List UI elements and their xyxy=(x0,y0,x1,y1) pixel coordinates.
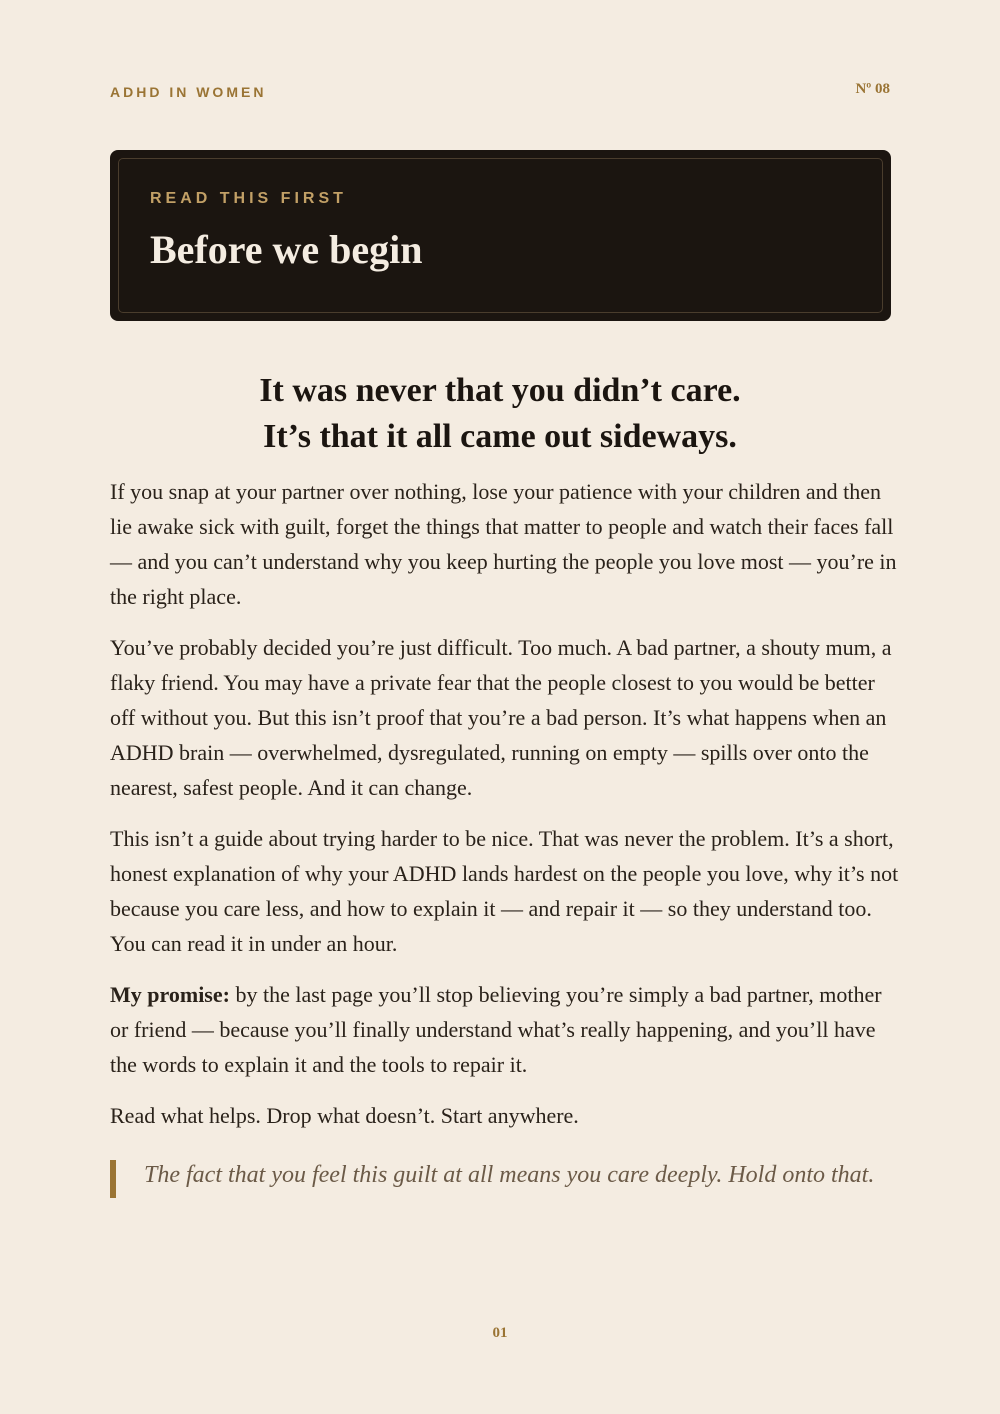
intro-title: Before we begin xyxy=(150,227,423,272)
headline-line-2: It’s that it all came out sideways. xyxy=(263,418,737,455)
promise-label: My promise: xyxy=(110,982,230,1007)
pullquote: The fact that you feel this guilt at all means you care deeply. Hold onto that. xyxy=(110,1160,890,1198)
series-title: ADHD IN WOMEN xyxy=(110,84,267,100)
paragraph-2: You’ve probably decided you’re just difficult. Too much. A bad partner, a shouty mum, a flaky friend. You may have a private fear that the people closest to you would be better off without you. But this isn’t proof that you’re a bad person. It’s what happens when an ADHD brain — overwhelmed, dysregulated, running on empty — spills over onto the nearest, safest people. And it can change. xyxy=(110,635,892,800)
paragraph-1: If you snap at your partner over nothing, lose your patience with your children and then lie awake sick with guilt, forget the things that matter to people and watch their faces fall — and you can’t understand why you keep hurting the people you love most — you’re in the right place. xyxy=(110,479,897,609)
page-number: 01 xyxy=(492,1325,508,1341)
paragraph-3: This isn’t a guide about trying harder to be nice. That was never the problem. It’s a short, honest explanation of why your ADHD lands hardest on the people you love, why it’s not because you care less, and how to explain it — and repair it — so they understand too. You can read it in under an hour. xyxy=(110,826,899,956)
closing-line: Read what helps. Drop what doesn’t. Start anywhere. xyxy=(110,1103,579,1128)
body-text xyxy=(110,474,900,1149)
promise-paragraph xyxy=(110,977,900,1082)
issue-number: Nº 08 xyxy=(855,81,890,97)
headline xyxy=(110,368,890,460)
intro-eyebrow: READ THIS FIRST xyxy=(150,190,347,207)
headline-line-1: It was never that you didn’t care. xyxy=(259,372,741,409)
intro-box xyxy=(110,150,891,321)
promise-text: by the last page you’ll stop believing you’re simply a bad partner, mother or friend — because you’ll finally understand what’s really happening, and you’ll have the words to explain it and the tools to repair it. xyxy=(110,982,882,1077)
